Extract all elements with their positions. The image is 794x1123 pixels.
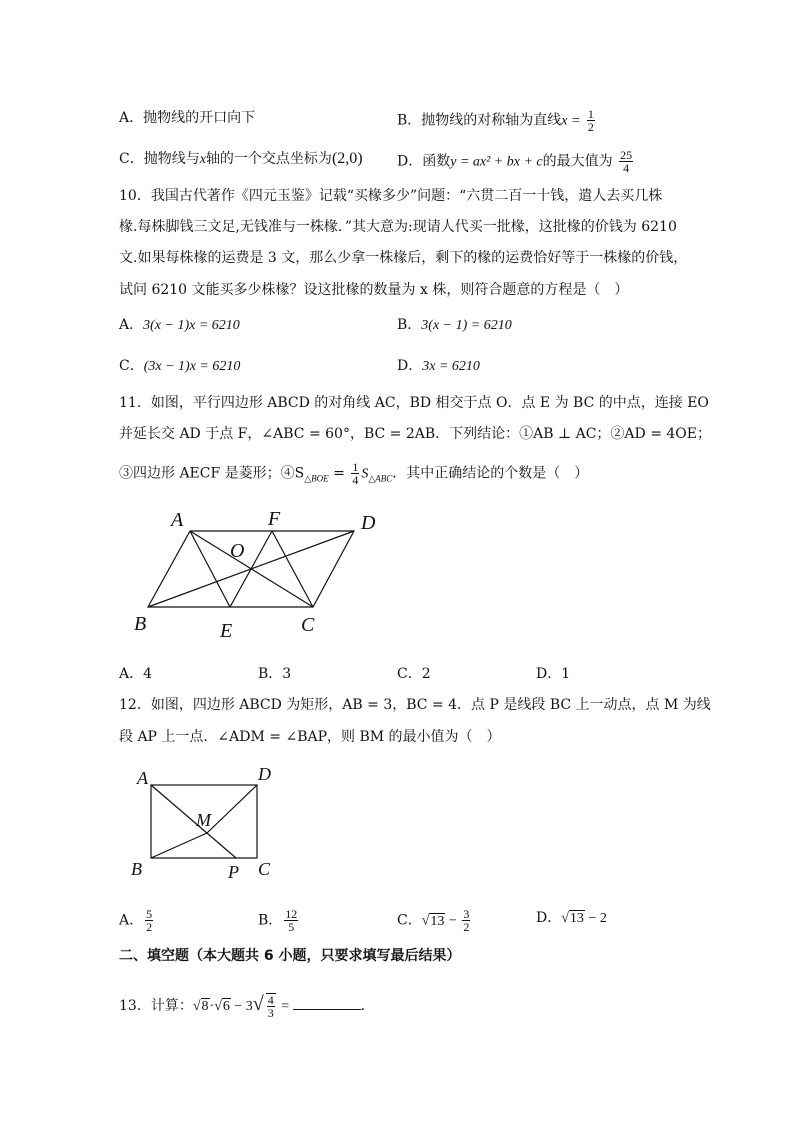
q9-option-a-text: A．抛物线的开口向下 [119, 110, 256, 126]
q12-line-2: 段 AP 上一点．∠ADM = ∠BAP，则 BM 的最小值为（ ） [119, 729, 501, 745]
q9-option-b-math: x = [561, 113, 581, 129]
q11-label-f: F [268, 508, 281, 530]
q11-line-3-text: ③四边形 AECF 是菱形；④S [119, 465, 305, 482]
q10-option-c [119, 356, 240, 377]
q11-area-sub-1: △BOE [304, 473, 329, 484]
q12-option-b [258, 908, 300, 933]
q11-segment-fc [272, 531, 313, 607]
q9-option-d-text2: 的最大值为 [542, 153, 613, 170]
q11-equals: = [328, 465, 350, 482]
q12-label-d: D [258, 764, 271, 784]
q12-option-d-radicand: 13 [569, 911, 584, 926]
q9-option-b-text: B．抛物线的对称轴为直线 [397, 112, 562, 129]
q11-area-s: S [361, 466, 369, 482]
q11-label-d: D [361, 512, 376, 534]
q10-option-a [119, 315, 240, 336]
q10-line-1: 10．我国古代著作《四元玉鉴》记载“买椽多少”问题：“六贯二百一十钱，遣人去买几株 [119, 188, 663, 204]
section-2-heading: 二、填空题（本大题共 6 小题，只要求填写最后结果） [119, 948, 461, 964]
q11-option-c: C．2 [397, 666, 431, 682]
q10-line-4: 试问 6210 文能买多少株椽？设这批椽的数量为 x 株，则符合题意的方程是（ ） [119, 282, 629, 298]
q10-option-b-label: B． [397, 317, 422, 333]
q11-label-e: E [220, 620, 233, 642]
q9-option-c-var: x [199, 152, 206, 167]
q10-option-c-label: C． [119, 358, 144, 374]
q13-answer-blank[interactable] [293, 995, 361, 1010]
q11-segment-ae [190, 531, 230, 607]
q12-option-d-label: D． [536, 910, 562, 926]
q10-option-b [397, 315, 512, 336]
q9-option-c-text2: 轴的一个交点坐标为 [205, 151, 332, 167]
q13-end: ． [360, 998, 375, 1014]
q11-parallelogram [148, 531, 354, 607]
q11-line-3 [119, 461, 588, 488]
q12-option-d-rest: − 2 [584, 911, 607, 926]
q11-diagonal-ac [190, 531, 313, 607]
q11-segment-ef [230, 531, 272, 607]
q12-option-c-fraction: $\frac{3}{2}$ [463, 907, 470, 934]
q10-option-d-label: D． [397, 358, 423, 374]
q9-option-c-text: C．抛物线与 [119, 151, 200, 167]
q11-diagonal-bd [148, 531, 354, 607]
q10-option-d [397, 356, 480, 377]
q12-label-m: M [196, 810, 211, 830]
q12-label-a: A [137, 768, 148, 788]
q13-minus-3: − 3 [230, 999, 253, 1014]
q11-line-3-end: ．其中正确结论的个数是（ ） [392, 465, 589, 482]
q11-line-1: 11．如图，平行四边形 ABCD 的对角线 AC，BD 相交于点 O．点 E 为 BC 的中点，连接 EO [119, 395, 709, 411]
q9-option-c [119, 149, 363, 170]
q11-label-a: A [171, 509, 184, 531]
q12-line-1: 12．如图，四边形 ABCD 为矩形，AB = 3，BC = 4．点 P 是线段 BC 上一动点，点 M 为线 [119, 697, 711, 713]
q12-segment-dm [207, 785, 257, 833]
q12-option-c-radicand: 13 [430, 913, 445, 929]
q11-option-d: D．1 [536, 666, 571, 682]
q13-label: 13．计算： [119, 998, 193, 1014]
q9-option-b [397, 108, 597, 133]
q12-rectangle [151, 785, 257, 858]
q12-label-p: P [228, 862, 239, 882]
q13-equals: = [277, 999, 293, 1014]
q12-option-c-minus: − [445, 913, 461, 929]
q9-option-c-point: (2,0) [331, 150, 363, 167]
q11-option-b: B．3 [258, 666, 292, 682]
q9-option-d-fraction: $\frac{25}{4}$ [620, 148, 633, 175]
q13-radicand-2: 6 [222, 999, 230, 1014]
q10-line-3: 文.如果每株椽的运费是 3 文，那么少拿一株椽后，剩下的椽的运费恰好等于一株椽的价钱， [119, 250, 688, 266]
q12-segment-bm [151, 833, 207, 858]
q12-segment-ap [151, 785, 236, 858]
q10-option-a-label: A． [119, 317, 144, 333]
q12-option-c-label: C． [397, 912, 422, 929]
q12-option-d: D．√13 − 2 [536, 910, 607, 926]
q10-option-b-math: 3(x − 1) = 6210 [421, 318, 512, 333]
q10-option-c-math: (3x − 1)x = 6210 [143, 359, 241, 374]
q13-fraction: $\frac{4}{3}$ [267, 993, 274, 1020]
q12-option-b-label: B． [258, 912, 283, 929]
q11-option-a: A．4 [119, 666, 153, 682]
q9-option-d-math: y = ax² + bx + c [450, 154, 543, 170]
q10-option-a-math: 3(x − 1)x = 6210 [143, 318, 240, 333]
q11-fraction: $\frac{1}{4}$ [352, 460, 359, 487]
q12-option-b-fraction: $\frac{12}{5}$ [285, 907, 298, 934]
q12-option-a-label: A． [119, 912, 144, 929]
q9-option-d-text: D．函数 [397, 153, 451, 170]
q9-option-a [119, 108, 255, 128]
q12-label-c: C [258, 859, 271, 879]
q10-line-2: 椽.每株脚钱三文足,无钱准与一株椽．”其大意为:现请人代买一批椽，这批椽的价钱为 6210 [119, 219, 677, 235]
q12-option-a [119, 908, 155, 933]
q13-radicand-1: 8 [201, 999, 209, 1014]
q13-dot: · [209, 999, 215, 1014]
q13: 13．计算：√8·√6 − 3√ $\frac{4}{3}$ = ． [119, 993, 375, 1020]
q11-label-o: O [230, 540, 245, 562]
q11-line-2: 并延长交 AD 于点 F，∠ABC = 60°，BC = 2AB．下列结论：①AB ⊥ AC；②AD = 4OE； [119, 426, 711, 442]
q11-label-b: B [134, 613, 147, 635]
q11-label-c: C [301, 614, 315, 636]
q11-area-sub-2: △ABC [368, 473, 393, 484]
q9-option-d [397, 149, 635, 174]
q12-label-b: B [131, 859, 142, 879]
q10-option-d-math: 3x = 6210 [422, 359, 480, 374]
q9-option-b-fraction: $\frac{1}{2}$ [587, 107, 594, 134]
q12-option-a-fraction: $\frac{5}{2}$ [146, 907, 153, 934]
q12-option-c: C．√13 − $\frac{3}{2}$ [397, 907, 470, 934]
